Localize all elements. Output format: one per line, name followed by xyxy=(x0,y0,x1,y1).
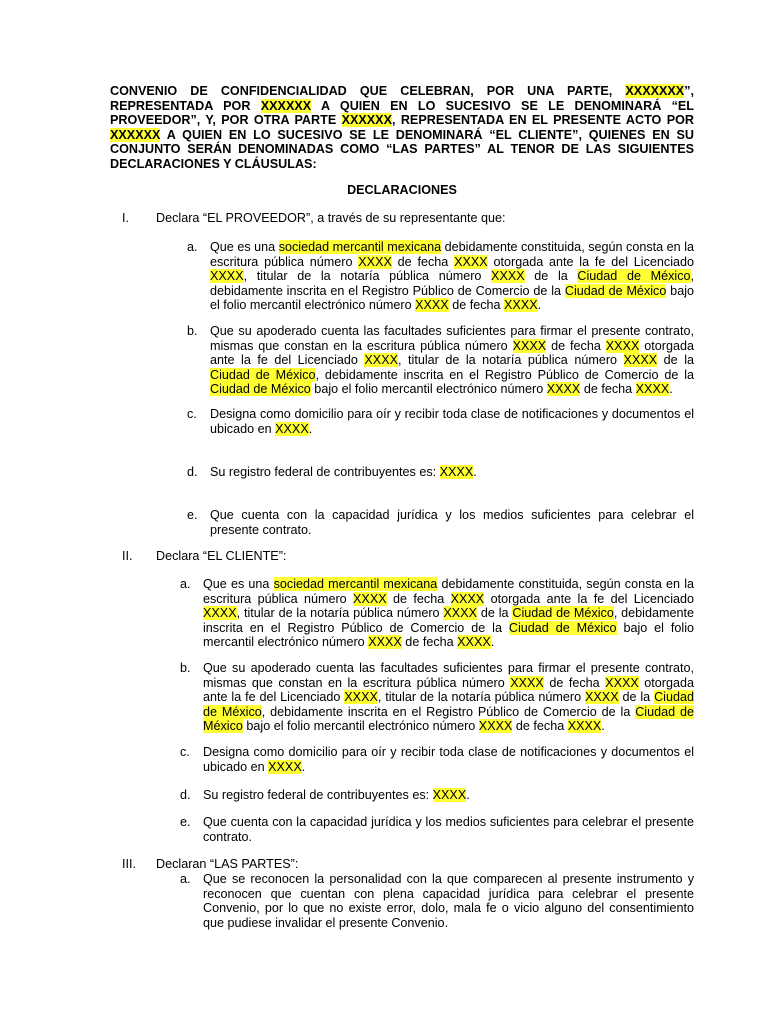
item-letter: a. xyxy=(180,872,191,886)
cliente-item-b: b. Que su apoderado cuenta las facultades suficientes para firmar el presente contrato, mismas que constan en la escritura pública número XXXX de fecha XXXX otorgada ante la fe del Licenciado XXXX, titular de la notaría pública número XXXX de la Ciudad de México, debidamente inscrita en el Registro Público de Comercio de la Ciudad de México bajo el folio mercantil electrónico número XXXX de fecha XXXX. xyxy=(180,661,694,733)
cliente-item-a: a. Que es una sociedad mercantil mexicana debidamente constituida, según consta en la escritura pública número XXXX de fecha XXXX otorgada ante la fe del Licenciado XXXX, titular de la notaría pública número XXXX de la Ciudad de México, debidamente inscrita en el Registro Público de Comercio de la Ciudad de México bajo el folio mercantil electrónico número XXXX de fecha XXXX. xyxy=(180,577,694,649)
proveedor-item-e: e. Que cuenta con la capacidad jurídica y los medios suficientes para celebrar el presente contrato. xyxy=(187,508,694,537)
placeholder-highlight: XXXXXX xyxy=(341,113,392,127)
cliente-item-c: c. Designa como domicilio para oír y recibir toda clase de notificaciones y documentos el ubicado en XXXX. xyxy=(180,745,694,774)
item-letter: c. xyxy=(187,407,197,421)
item-letter: b. xyxy=(180,661,191,675)
placeholder-highlight: XXXXXXX xyxy=(625,84,685,98)
cliente-item-e: e. Que cuenta con la capacidad jurídica y los medios suficientes para celebrar el presente contrato. xyxy=(180,815,694,844)
section-number: II. xyxy=(122,549,133,563)
proveedor-item-a: a. Que es una sociedad mercantil mexicana debidamente constituida, según consta en la escritura pública número XXXX de fecha XXXX otorgada ante la fe del Licenciado XXXX, titular de la notaría pública número XXXX de la Ciudad de México, debidamente inscrita en el Registro Público de Comercio de la Ciudad de México bajo el folio mercantil electrónico número XXXX de fecha XXXX. xyxy=(187,240,695,312)
item-letter: c. xyxy=(180,745,190,759)
proveedor-item-c: c. Designa como domicilio para oír y recibir toda clase de notificaciones y documentos el ubicado en XXXX. xyxy=(187,407,694,436)
intro-text: A QUIEN EN LO SUCESIVO SE LE DENOMINARÁ “EL PROVEEDOR”, Y, POR OTRA PARTE xyxy=(110,98,694,127)
proveedor-item-d: d. Su registro federal de contribuyentes es: XXXX. xyxy=(187,465,477,479)
item-letter: d. xyxy=(180,788,191,802)
intro-text: CONVENIO DE CONFIDENCIALIDAD QUE CELEBRAN, POR UNA PARTE, xyxy=(110,84,626,98)
placeholder-highlight: XXXXXX xyxy=(260,98,312,113)
partes-item-a: a. Que se reconocen la personalidad con la que comparecen al presente instrumento y reconocen que cuentan con plena capacidad jurídica para celebrar el presente Convenio, por lo que no existe error, dolo, mala fe o vicio alguno del consentimiento que pudiese invalidar el presente Convenio. xyxy=(180,872,694,930)
proveedor-item-b: b. Que su apoderado cuenta las facultades suficientes para firmar el presente contrato, mismas que constan en la escritura pública número XXXX de fecha XXXX otorgada ante la fe del Licenciado XXXX, titular de la notaría pública número XXXX de la Ciudad de México, debidamente inscrita en el Registro Público de Comercio de la Ciudad de México bajo el folio mercantil electrónico número XXXX de fecha XXXX. xyxy=(187,324,694,396)
section-number: III. xyxy=(122,857,136,871)
item-letter: a. xyxy=(180,577,191,591)
item-letter: d. xyxy=(187,465,198,479)
intro-text: A QUIEN EN LO SUCESIVO SE LE DENOMINARÁ “EL CLIENTE”, QUIENES EN SU CONJUNTO SERÁN DENOMINADAS COMO “LAS PARTES” AL TENOR DE LAS SIGUIENTES DECLARACIONES Y CLÁUSULAS: xyxy=(110,127,694,171)
placeholder-highlight: XXXXXX xyxy=(110,127,161,142)
declarations-heading: DECLARACIONES xyxy=(347,183,457,197)
item-letter: e. xyxy=(187,508,198,522)
item-letter: b. xyxy=(187,324,198,338)
intro-text: ”, REPRESENTADA POR xyxy=(110,84,694,113)
agreement-intro xyxy=(110,84,694,171)
section-title: Declaran “LAS PARTES”: xyxy=(156,857,299,871)
section-title: Declara “EL PROVEEDOR”, a través de su representante que: xyxy=(156,211,506,225)
item-letter: a. xyxy=(187,240,198,254)
section-title: Declara “EL CLIENTE”: xyxy=(156,549,287,563)
cliente-item-d: d. Su registro federal de contribuyentes es: XXXX. xyxy=(180,788,470,802)
intro-text: , REPRESENTADA EN EL PRESENTE ACTO POR xyxy=(391,113,694,127)
section-number: I. xyxy=(122,211,129,225)
item-letter: e. xyxy=(180,815,191,829)
